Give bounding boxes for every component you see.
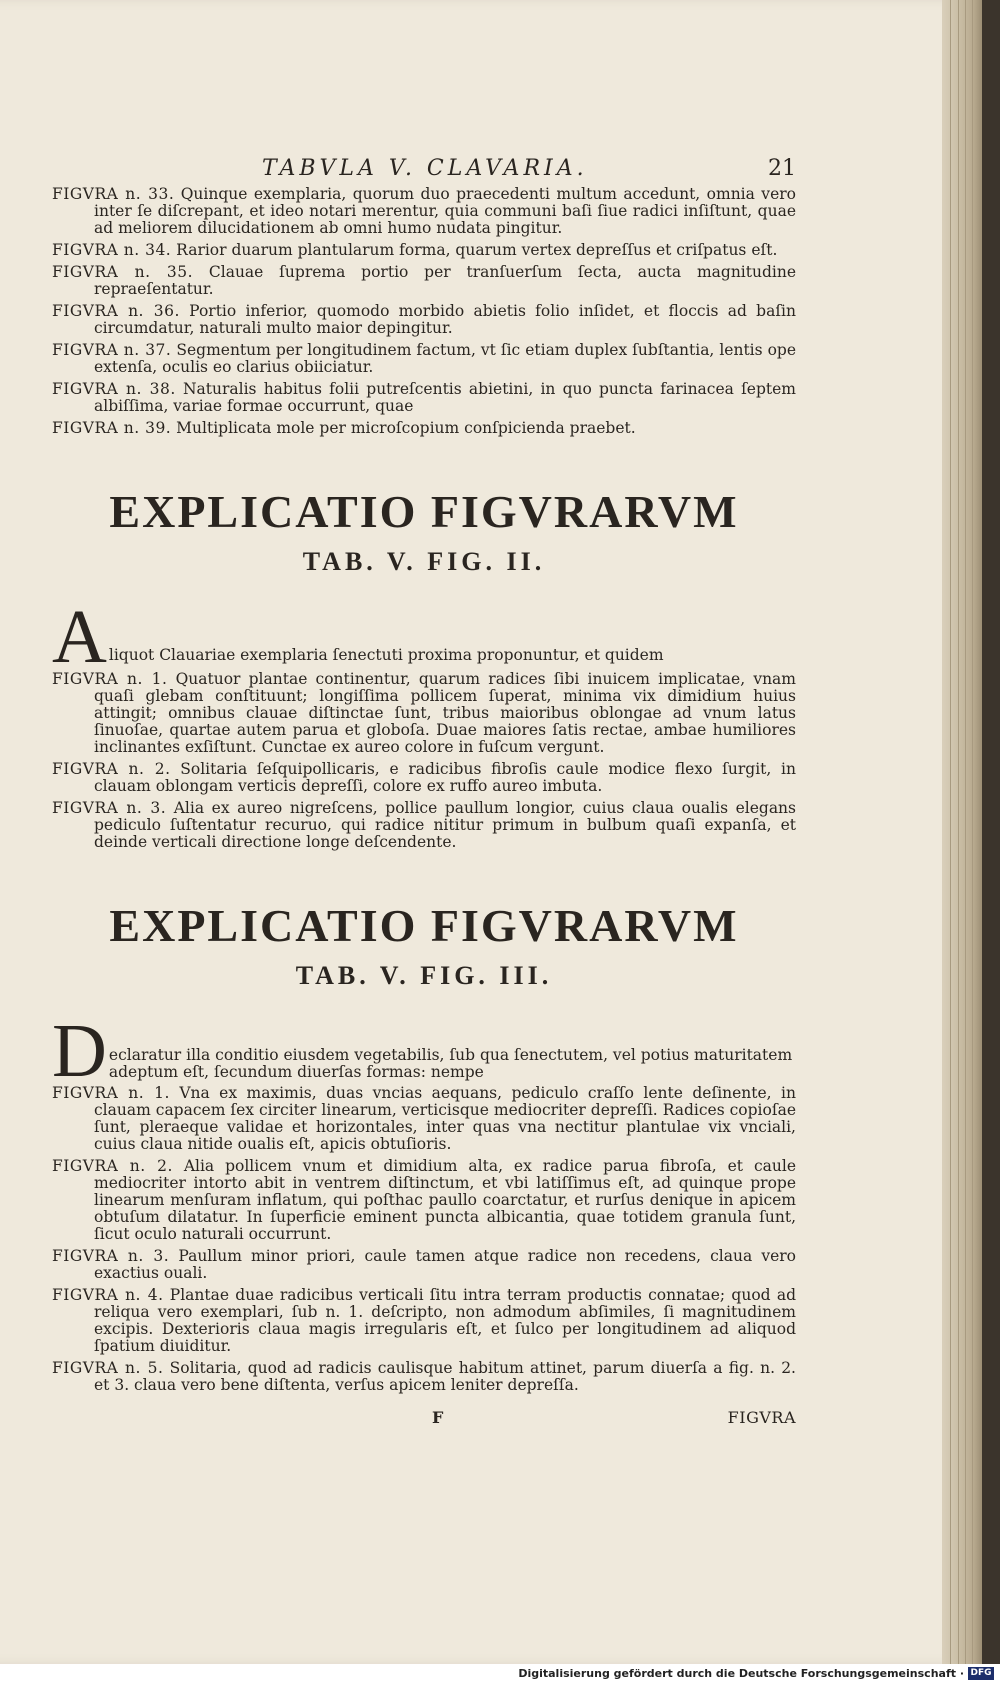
figure-label: FIGVRA n. 2. xyxy=(52,760,171,778)
figure-label: FIGVRA n. 1. xyxy=(52,1084,170,1102)
figure-entry xyxy=(52,303,796,337)
signature-mark: F xyxy=(432,1408,444,1427)
digitization-note: Digitalisierung gefördert durch die Deutsche Forschungsgemeinschaft · xyxy=(518,1667,964,1680)
figure-entry xyxy=(52,800,796,851)
section-heading: EXPLICATIO FIGVRARVM xyxy=(109,486,739,537)
figure-text: Clauae ſuprema portio per tranſuerſum ſecta, aucta magnitudine repraeſentatur. xyxy=(94,263,797,298)
figure-label: FIGVRA n. 3. xyxy=(52,1247,170,1265)
figure-entry xyxy=(52,264,796,298)
section1-entries xyxy=(52,186,796,437)
figure-entry xyxy=(52,420,796,437)
figure-label: FIGVRA n. 1. xyxy=(52,670,168,688)
figure-text: Solitaria ſeſquipollicaris, e radicibus fibroſis caule modice flexo ſurgit, in clauam oblongam verticis depreſſi, colore ex ruffo aureo imbuta. xyxy=(94,760,796,795)
digitization-bar xyxy=(0,1664,1000,1684)
intro-text: liquot Clauariae exemplaria ſenectuti proxima proponuntur, et quidem xyxy=(108,646,664,664)
running-head-title: TABVLA V. CLAVARIA. xyxy=(262,156,588,181)
figure-text: Rarior duarum plantularum forma, quarum vertex depreſſus et criſpatus eſt. xyxy=(176,241,778,259)
figure-label: FIGVRA n. 2. xyxy=(52,1157,173,1175)
running-head xyxy=(52,150,796,186)
section2-entries xyxy=(52,671,796,851)
figure-label: FIGVRA n. 38. xyxy=(52,380,176,398)
intro-text: eclaratur illa conditio eiusdem vegetabilis, ſub qua ſenectutem, vel potius maturitatem adeptum eſt, ſecundum diuerſas formas: nempe xyxy=(108,1046,793,1081)
page-footer xyxy=(52,1402,796,1432)
figure-text: Quatuor plantae continentur, quarum radices ſibi inuicem implicatae, vnam quaſi glebam conſtituunt; longiſſima pollicem ſuperat, minima vix dimidium huius attingit; omnibus clauae diſtinctae ſunt, tribus maioribus oblongae ad vnum latus ſinuoſae, quartae autem parua et globoſa. Duae maiores ſatis rectae, ambae humiliores inclinantes exſiſtunt. Cunctae ex aureo colore in fuſcum vergunt. xyxy=(94,670,797,756)
dfg-logo: DFG xyxy=(968,1667,994,1680)
figure-label: FIGVRA n. 3. xyxy=(52,799,167,817)
figure-label: FIGVRA n. 4. xyxy=(52,1286,164,1304)
figure-text: Segmentum per longitudinem factum, vt ſic etiam duplex ſubſtantia, lentis ope extenſa, oculis eo clarius obiiciatur. xyxy=(94,341,797,376)
section-subheading: TAB. V. FIG. II. xyxy=(302,547,546,576)
figure-text: Multiplicata mole per microſcopium conſpicienda praebet. xyxy=(176,419,636,437)
figure-text: Naturalis habitus folii putreſcentis abietini, in quo puncta farinacea ſeptem albiſſima, variae formae occurrunt, quae xyxy=(94,380,797,415)
catchword: FIGVRA xyxy=(727,1408,796,1427)
figure-label: FIGVRA n. 34. xyxy=(52,241,172,259)
page-content xyxy=(52,150,796,1432)
figure-label: FIGVRA n. 33. xyxy=(52,185,175,203)
figure-text: Solitaria, quod ad radicis caulisque habitum attinet, parum diuerſa a fig. n. 2. et 3. claua vero bene diſtenta, verſus apicem leniter depreſſa. xyxy=(94,1359,796,1394)
page-edges xyxy=(942,0,982,1664)
figure-label: FIGVRA n. 35. xyxy=(52,263,194,281)
figure-label: FIGVRA n. 36. xyxy=(52,302,180,320)
figure-entry xyxy=(52,342,796,376)
section-subheading: TAB. V. FIG. III. xyxy=(295,961,553,990)
figure-entry xyxy=(52,1360,796,1394)
figure-text: Quinque exemplaria, quorum duo praecedenti multum accedunt, omnia vero inter ſe diſcrepant, et ideo notari merentur, quia communi baſi ſiue radici inſiſtunt, quae ad meliorem dilucidationem ab omni humo nudata pingitur. xyxy=(94,185,796,237)
figure-text: Paullum minor priori, caule tamen atque radice non recedens, claua vero exactius ouali. xyxy=(94,1247,796,1282)
page-number: 21 xyxy=(768,156,796,181)
drop-cap: D xyxy=(52,1009,107,1093)
drop-cap: A xyxy=(52,595,107,679)
figure-entry xyxy=(52,1248,796,1282)
figure-label: FIGVRA n. 5. xyxy=(52,1359,164,1377)
figure-entry xyxy=(52,671,796,756)
figure-entry xyxy=(52,381,796,415)
figure-text: Alia ex aureo nigreſcens, pollice paullum longior, cuius claua oualis elegans pediculo ſuſtentatur recuruo, qui radice nititur primum in bulbum quaſi expanſa, et deinde verticali directione longe deſcendente. xyxy=(94,799,796,851)
figure-text: Plantae duae radicibus verticali ſitu intra terram productis connatae; quod ad reliqua vero exemplari, ſub n. 1. deſcripto, non admodum abſimiles, ſi magnitudinem excipis. Dexterioris claua magis irregularis eſt, et ſulco per longitudinem ad aliquod ſpatium diuiditur. xyxy=(94,1286,796,1355)
figure-text: Alia pollicem vnum et dimidium alta, ex radice parua fibroſa, et caule mediocriter intorto abit in ventrem diſtinctum, et vbi latiſſimus eſt, ad quinque prope linearum menſuram inflatum, qui poſthac paullo coarctatur, et rurſus denique in apicem obtuſum dilatatur. In ſuperficie eminent puncta albicantia, quae totidem granula ſunt, ſicut oculo naturali occurrunt. xyxy=(94,1157,796,1243)
figure-entry xyxy=(52,242,796,259)
section3-entries xyxy=(52,1085,796,1394)
figure-label: FIGVRA n. 37. xyxy=(52,341,172,359)
figure-entry xyxy=(52,1158,796,1243)
figure-entry xyxy=(52,1287,796,1355)
figure-entry xyxy=(52,761,796,795)
figure-label: FIGVRA n. 39. xyxy=(52,419,172,437)
figure-text: Portio inferior, quomodo morbido abietis folio inſidet, et floccis ad baſin circumdatur, naturali multo maior depingitur. xyxy=(94,302,796,337)
figure-text: Vna ex maximis, duas vncias aequans, pediculo craſſo lente deſinente, in clauam capacem ſex circiter linearum, verticisque mediocriter depreſſi. Radices copioſae ſunt, pleraeque validae et horizontales, inter quas vna nectitur plantulae vix vnciali, cuius claua nitide oualis eſt, apicis obtuſioris. xyxy=(94,1084,796,1153)
figure-entry xyxy=(52,1085,796,1153)
figure-entry xyxy=(52,186,796,237)
section-heading: EXPLICATIO FIGVRARVM xyxy=(109,900,739,951)
